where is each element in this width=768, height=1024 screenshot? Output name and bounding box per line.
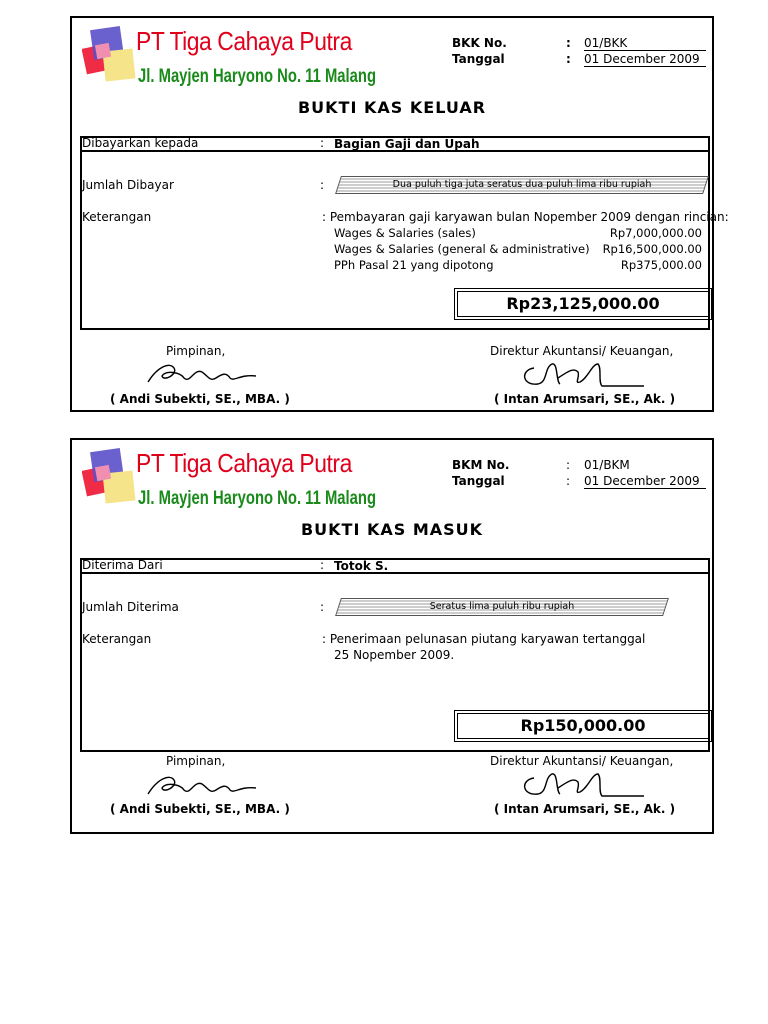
date-value: 01 December 2009 bbox=[584, 474, 706, 489]
signer-right-title: Direktur Akuntansi/ Keuangan, bbox=[490, 754, 674, 768]
cash-disbursement-voucher bbox=[70, 16, 729, 412]
date-label: Tanggal bbox=[452, 474, 505, 488]
item-name: Wages & Salaries (general & administrative) bbox=[334, 242, 590, 256]
item-name: Wages & Salaries (sales) bbox=[334, 226, 476, 240]
voucher-no-value: 01/BKM bbox=[584, 458, 630, 472]
description-label: Keterangan bbox=[82, 632, 152, 646]
total-amount: Rp150,000.00 bbox=[454, 710, 712, 742]
company-logo-icon bbox=[82, 24, 142, 86]
voucher-no-value: 01/BKK bbox=[584, 36, 706, 51]
voucher-no-label: BKM No. bbox=[452, 458, 510, 472]
signer-left-title: Pimpinan, bbox=[166, 344, 226, 358]
date-label: Tanggal bbox=[452, 52, 505, 66]
amount-in-words-box bbox=[335, 176, 709, 194]
payee-value: Bagian Gaji dan Upah bbox=[334, 137, 480, 151]
payee-colon: : bbox=[320, 136, 325, 150]
payer-label: Diterima Dari bbox=[82, 558, 163, 572]
voucher-title: BUKTI KAS KELUAR bbox=[297, 98, 487, 117]
date-colon: : bbox=[566, 474, 571, 488]
amount-colon: : bbox=[320, 178, 325, 192]
payer-value: Totok S. bbox=[334, 559, 389, 573]
total-amount: Rp23,125,000.00 bbox=[454, 288, 712, 320]
voucher-no-colon: : bbox=[566, 458, 571, 472]
company-name: PT Tiga Cahaya Putra bbox=[136, 448, 352, 478]
signer-left-name: ( Andi Subekti, SE., MBA. ) bbox=[110, 802, 290, 816]
voucher-body bbox=[80, 136, 729, 330]
date-value: 01 December 2009 bbox=[584, 52, 706, 67]
signature-right-icon bbox=[518, 768, 648, 802]
item-amount: Rp7,000,000.00 bbox=[609, 226, 702, 240]
item-amount: Rp16,500,000.00 bbox=[602, 242, 702, 256]
description-label: Keterangan bbox=[82, 210, 152, 224]
payee-label: Dibayarkan kepada bbox=[82, 136, 199, 150]
amount-label: Jumlah Dibayar bbox=[82, 178, 174, 192]
payer-colon: : bbox=[320, 558, 325, 572]
description-text: : Penerimaan pelunasan piutang karyawan tertanggal bbox=[322, 632, 646, 646]
date-colon: : bbox=[566, 52, 571, 66]
description-text: : Pembayaran gaji karyawan bulan Nopember 2009 dengan rincian: bbox=[322, 210, 729, 224]
company-address: Jl. Mayjen Haryono No. 11 Malang bbox=[138, 488, 377, 509]
cash-receipt-voucher bbox=[70, 438, 714, 834]
company-name: PT Tiga Cahaya Putra bbox=[136, 26, 352, 56]
signature-left-icon bbox=[144, 358, 264, 388]
signer-right-name: ( Intan Arumsari, SE., Ak. ) bbox=[494, 802, 676, 816]
company-address: Jl. Mayjen Haryono No. 11 Malang bbox=[138, 66, 377, 87]
voucher-no-label: BKK No. bbox=[452, 36, 507, 50]
amount-label: Jumlah Diterima bbox=[82, 600, 179, 614]
divider bbox=[82, 572, 708, 574]
signer-right-name: ( Intan Arumsari, SE., Ak. ) bbox=[494, 392, 676, 406]
amount-in-words: Seratus lima puluh ribu rupiah bbox=[429, 601, 575, 612]
signature-left-icon bbox=[144, 770, 264, 800]
amount-in-words-box bbox=[335, 598, 669, 616]
voucher-no-colon: : bbox=[566, 36, 571, 50]
amount-in-words: Dua puluh tiga juta seratus dua puluh lima ribu rupiah bbox=[392, 179, 652, 190]
signer-right-title: Direktur Akuntansi/ Keuangan, bbox=[490, 344, 674, 358]
signature-right-icon bbox=[518, 358, 648, 392]
amount-colon: : bbox=[320, 600, 325, 614]
description-text-cont: 25 Nopember 2009. bbox=[334, 648, 455, 662]
company-logo-icon bbox=[82, 446, 142, 508]
voucher-title: BUKTI KAS MASUK bbox=[300, 520, 484, 539]
voucher-body bbox=[80, 558, 710, 752]
signer-left-title: Pimpinan, bbox=[166, 754, 226, 768]
signer-left-name: ( Andi Subekti, SE., MBA. ) bbox=[110, 392, 290, 406]
item-amount: Rp375,000.00 bbox=[620, 258, 702, 272]
item-name: PPh Pasal 21 yang dipotong bbox=[334, 258, 494, 272]
